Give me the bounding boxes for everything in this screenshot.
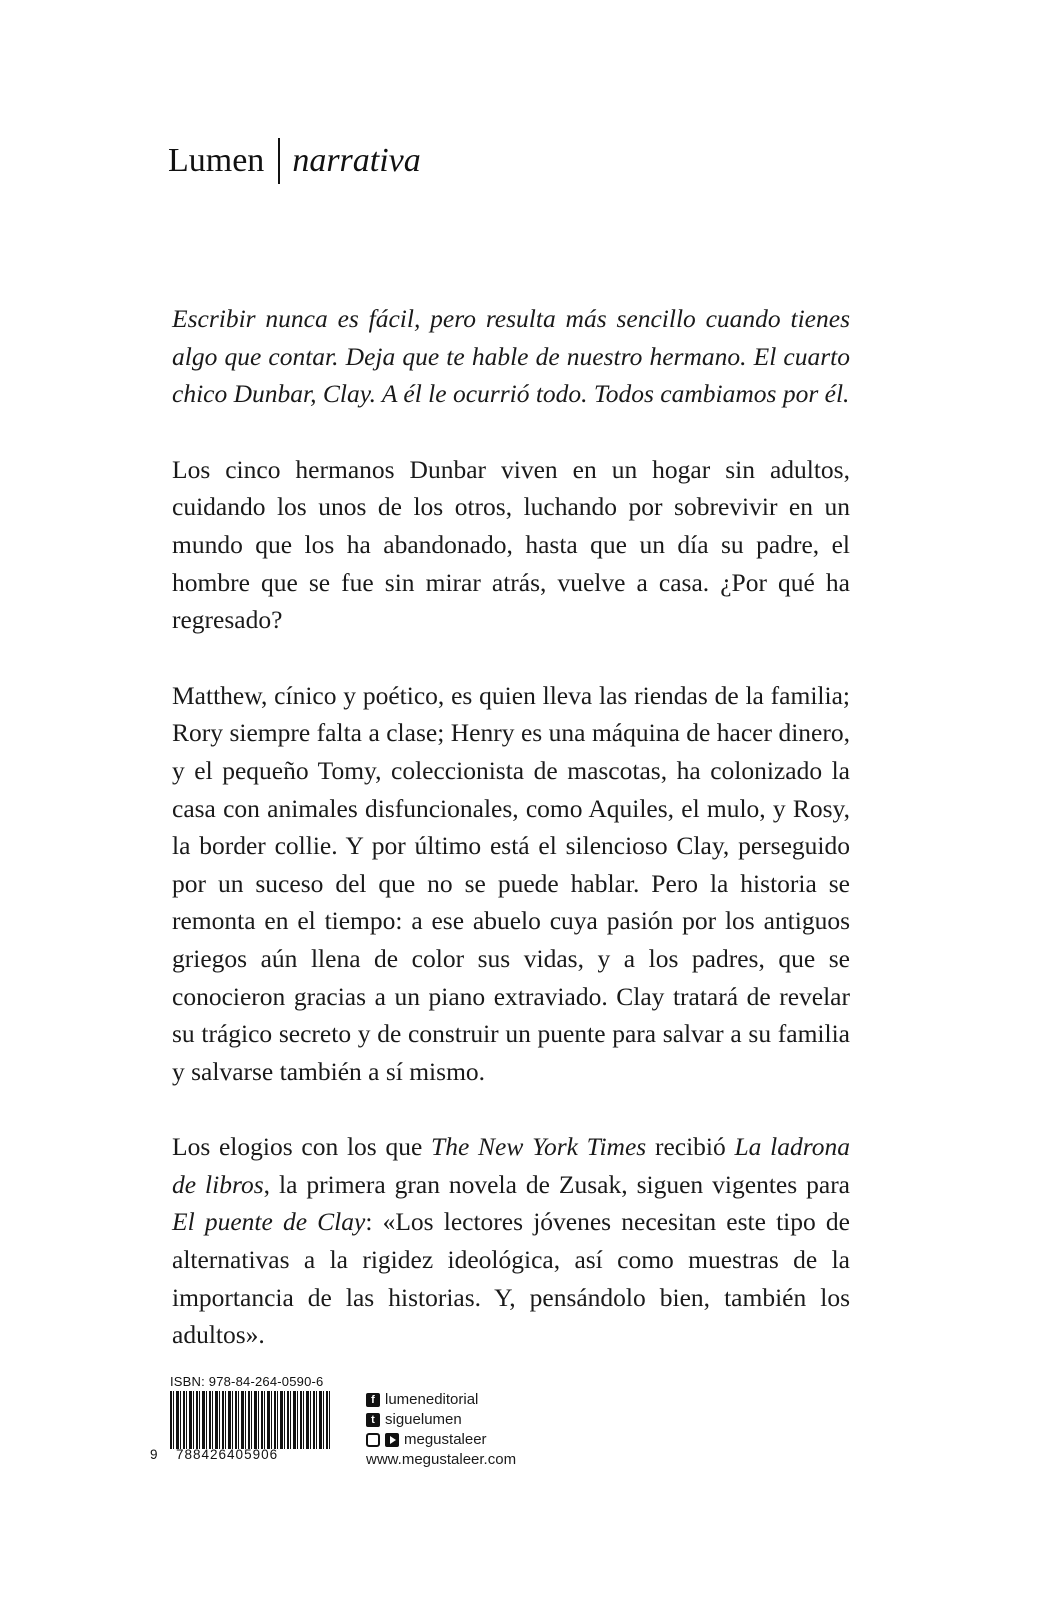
social-instagram-youtube[interactable] — [366, 1430, 516, 1450]
review-text: recibió — [646, 1132, 735, 1162]
lead-quote: Escribir nunca es fácil, pero resulta más sencillo cuando tienes algo que contar. Deja que te hable de nuestro hermano. El cuarto chico Dunbar, Clay. A él le ocurrió todo. Todos cambiamos por él. — [172, 304, 850, 409]
brand-name: Lumen — [168, 142, 265, 179]
review-text: Los elogios con los que — [172, 1132, 432, 1162]
instagram-icon — [366, 1433, 380, 1447]
book-title: El puente de Clay — [172, 1207, 366, 1237]
twitter-icon: t — [366, 1413, 380, 1427]
publisher-logo — [168, 138, 421, 184]
megustaleer-handle[interactable]: megustaleer — [404, 1431, 487, 1448]
logo-divider — [278, 138, 280, 184]
review-paragraph — [172, 1128, 850, 1354]
social-twitter[interactable] — [366, 1410, 516, 1430]
barcode-numbers — [150, 1447, 340, 1462]
barcode-bars — [170, 1391, 332, 1449]
facebook-handle[interactable]: lumeneditorial — [385, 1391, 479, 1408]
isbn-label: ISBN: 978-84-264-0590-6 — [170, 1374, 324, 1389]
newspaper-title: The New York Times — [431, 1132, 647, 1162]
barcode-digits: 788426405906 — [176, 1447, 279, 1462]
synopsis-paragraph-2: Matthew, cínico y poético, es quien lleva las riendas de la familia; Rory siempre falta a clase; Henry es una máquina de hacer dinero, y el pequeño Tomy, coleccionista de mascotas, ha colonizado la casa con animales disfuncionales, como Aquiles, el mulo, y Rosy, la border collie. Y por último está el silencioso Clay, perseguido por un suceso del que no se puede hablar. Pero la historia se remonta en el tiempo: a ese abuelo cuya pasión por los antiguos griegos aún llena de color sus vidas, y a los padres, que se conocieron gracias a un piano extraviado. Clay tratará de revelar su trágico secreto y de construir un puente para salvar a su familia y salvarse también a sí mismo. — [172, 680, 850, 1086]
review-text: , la primera gran novela de Zusak, siguen vigentes para — [263, 1169, 850, 1199]
youtube-icon — [385, 1433, 399, 1447]
synopsis-paragraph-1: Los cinco hermanos Dunbar viven en un hogar sin adultos, cuidando los unos de los otros, luchando por sobrevivir en un mundo que los ha abandonado, hasta que un día su padre, el hombre que se fue sin mirar atrás, vuelve a casa. ¿Por qué ha regresado? — [172, 454, 850, 635]
facebook-icon: f — [366, 1393, 380, 1407]
collection-name: narrativa — [292, 142, 421, 179]
barcode — [150, 1374, 340, 1462]
barcode-first-digit: 9 — [150, 1447, 159, 1462]
social-web[interactable] — [366, 1450, 516, 1470]
blurb — [172, 300, 850, 1392]
social-links — [366, 1390, 516, 1470]
social-facebook[interactable] — [366, 1390, 516, 1410]
review-text: : «Los lectores jóvenes necesitan este tipo de alternativas a la rigidez ideológica, así como muestras de la importancia de las historias. Y, pensándolo bien, también los adultos». — [172, 1207, 850, 1350]
book-title: La ladrona de libros — [172, 1132, 850, 1199]
twitter-handle[interactable]: siguelumen — [385, 1411, 462, 1428]
website-link[interactable]: www.megustaleer.com — [366, 1451, 517, 1468]
